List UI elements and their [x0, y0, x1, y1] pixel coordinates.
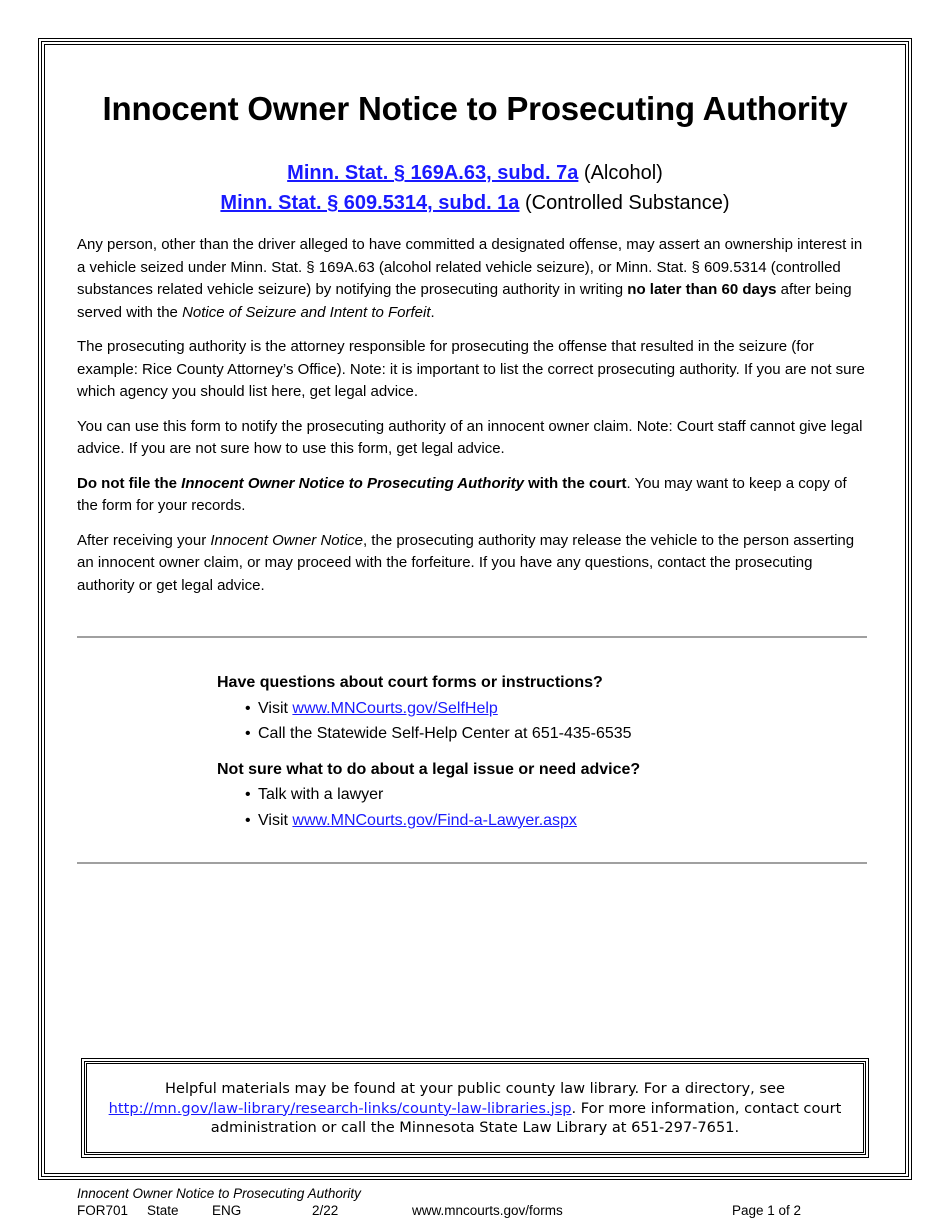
law-library-notice: Helpful materials may be found at your public county law library. For a directory, see http://mn.gov/law-library/research-links/county-law-libraries.jsp. For more information, contact court administration or call the Minnesota State Law Library at 651-297-7651. [108, 1080, 842, 1136]
paragraph-prosecuting-authority: The prosecuting authority is the attorney responsible for prosecuting the offense that resulted in the seizure (for example: Rice County Attorney’s Office). Note: it is important to list the correct prosecuting authority. If you are not sure which agency you should list here, get legal advice. [77, 338, 865, 400]
help-section [217, 670, 777, 843]
help-heading-forms: Have questions about court forms or instructions? [217, 674, 603, 691]
paragraph-use-form: You can use this form to notify the prosecuting authority of an innocent owner claim. Note: Court staff cannot give legal advice. If you are not sure how to use this form, get legal advice. [77, 417, 863, 457]
list-item: • Talk with a lawyer [217, 782, 777, 808]
statute-link-alcohol[interactable]: Minn. Stat. § 169A.63, subd. 7a [287, 162, 579, 184]
footer-form-title: Innocent Owner Notice to Prosecuting Authority [77, 1186, 361, 1201]
selfhelp-link[interactable]: www.MNCourts.gov/SelfHelp [292, 699, 498, 717]
footer-jurisdiction: State [147, 1203, 179, 1218]
footer-form-number: FOR701 [77, 1203, 129, 1218]
footer-language: ENG [212, 1203, 242, 1218]
divider-top [77, 636, 867, 638]
form-title: Innocent Owner Notice to Prosecuting Authority [102, 90, 848, 127]
law-library-link[interactable]: http://mn.gov/law-library/research-links/county-law-libraries.jsp [108, 1099, 572, 1117]
statute-line-controlled-substance [0, 188, 950, 218]
footer-page-number: Page 1 of 2 [732, 1203, 802, 1218]
paragraph-do-not-file: Do not file the Innocent Owner Notice to Prosecuting Authority with the court. You may want to keep a copy of the form for your records. [77, 474, 847, 514]
help-list-forms [217, 696, 777, 747]
paragraph-ownership-claim: Any person, other than the driver alleged to have committed a designated offense, may assert an ownership interest in a vehicle seized under Minn. Stat. § 169A.63 (alcohol related vehicle seizure), or Minn. Stat. § 609.5314 (controlled substances related vehicle seizure) by notifying the prosecuting authority in writing no later than 60 days after being served with the Notice of Seizure and Intent to Forfeit. [77, 236, 863, 321]
statute-note-alcohol: (Alcohol) [583, 162, 663, 184]
bullet-icon: • [245, 811, 251, 829]
help-list-legal [217, 782, 777, 833]
divider-bottom [77, 862, 867, 864]
statute-line-alcohol [0, 158, 950, 188]
footer-details [77, 1202, 907, 1219]
list-item: • Visit www.MNCourts.gov/SelfHelp [217, 696, 777, 722]
list-item: • Call the Statewide Self-Help Center at 651-435-6535 [217, 721, 777, 747]
footer-url: www.mncourts.gov/forms [412, 1203, 563, 1218]
bullet-icon: • [245, 725, 251, 742]
bullet-icon: • [245, 786, 251, 803]
statute-note-controlled-substance: (Controlled Substance) [525, 192, 730, 214]
instructions-body [77, 234, 867, 609]
page-footer [77, 1185, 907, 1219]
bullet-icon: • [245, 699, 251, 717]
footer-date: 2/22 [312, 1203, 339, 1218]
list-item: • Visit www.MNCourts.gov/Find-a-Lawyer.aspx [217, 808, 777, 834]
find-lawyer-link[interactable]: www.MNCourts.gov/Find-a-Lawyer.aspx [292, 811, 577, 829]
statute-references [0, 158, 950, 218]
paragraph-after-receiving: After receiving your Innocent Owner Notice, the prosecuting authority may release the vehicle to the person asserting an innocent owner claim, or may proceed with the forfeiture. If you have any questions, contact the prosecuting authority or get legal advice. [77, 531, 855, 594]
help-heading-legal: Not sure what to do about a legal issue or need advice? [217, 760, 641, 778]
statute-link-controlled-substance[interactable]: Minn. Stat. § 609.5314, subd. 1a [220, 192, 520, 214]
